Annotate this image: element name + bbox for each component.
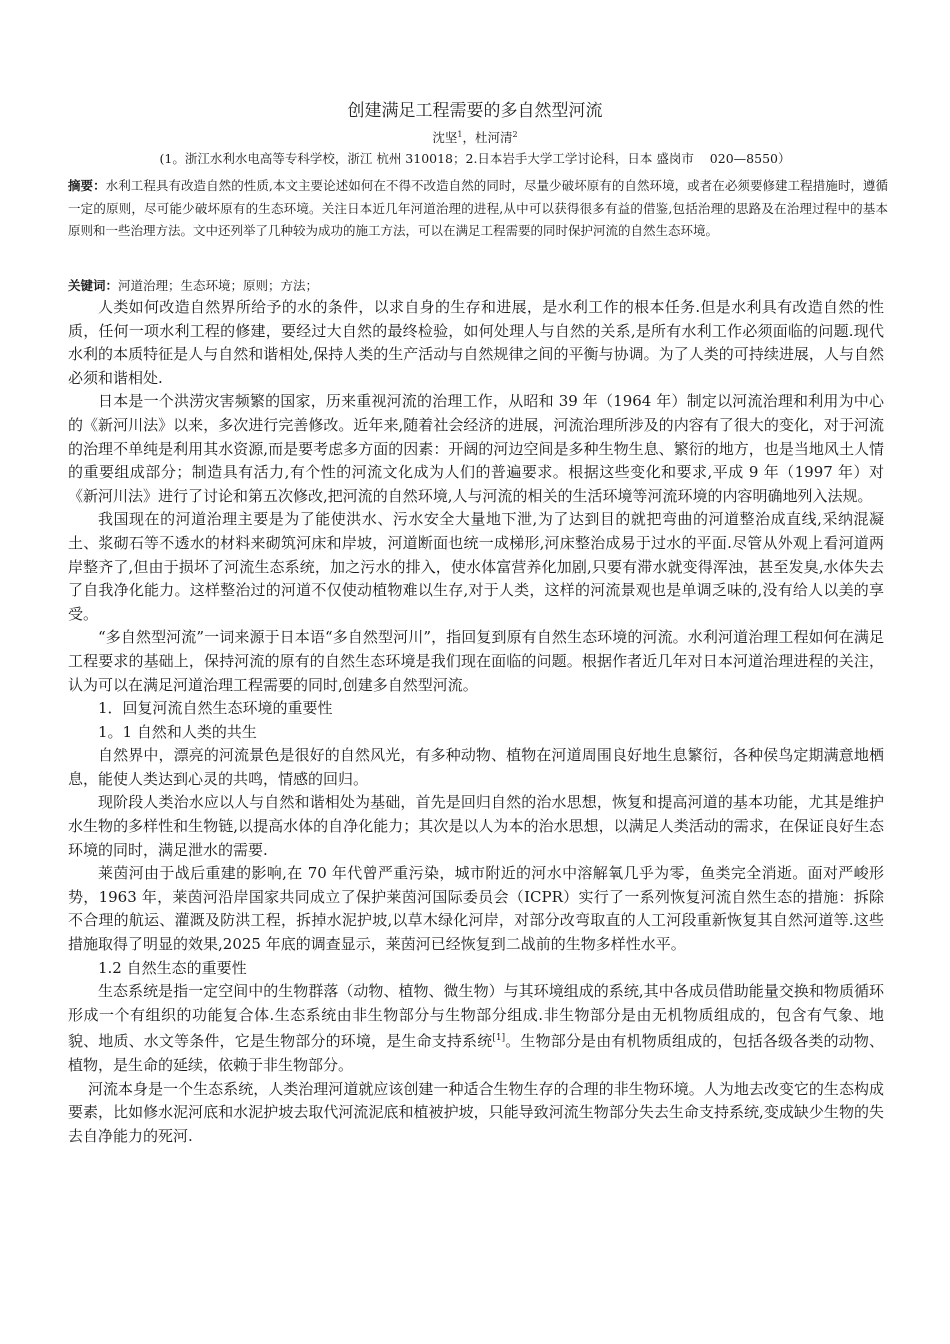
paragraph: 人类如何改造自然界所给予的水的条件，以求自身的生存和进展，是水利工作的根本任务.但是水利具有改造自然的性质，任何一项水利工程的修建，要经过大自然的最终检验，如何处理人与自然的关系,是所有水利工作必须面临的问题.现代水利的本质特征是人与自然和谐相处,保持人类的生产活动与自然规律之间的平衡与协调。为了人类的可持续进展，人与自然必须和谐相处.	[68, 298, 884, 387]
abstract	[68, 175, 888, 243]
abstract-text: 水利工程具有改造自然的性质,本文主要论述如何在不得不改造自然的同时，尽量少破坏原有的自然环境，或者在必须要修建工程措施时，遵循一定的原则，尽可能少破坏原有的生态环境。关注日本近几年河道治理的进程,从中可以获得很多有益的借鉴,包括治理的思路及在治理过程中的基本原则和一些治理方法。文中还列举了几种较为成功的施工方法，可以在满足工程需要的同时保护河流的自然生态环境。	[68, 178, 888, 238]
section-heading: 1．回复河流自然生态环境的重要性	[98, 699, 333, 718]
body-text	[68, 296, 884, 1148]
paragraph: 河流本身是一个生态系统，人类治理河道就应该创建一种适合生物生存的合理的非生物环境。人为地去改变它的生态构成要素，比如修水泥河底和水泥护坡去取代河流泥底和植被护坡，只能导致河流生物部分失去生命支持系统,变成缺少生物的失去自净能力的死河.	[68, 1079, 884, 1145]
citation-ref[interactable]: [1]	[492, 1033, 506, 1044]
author-separator: ，	[462, 130, 475, 145]
affiliation-line: (1。浙江水利水电高等专科学校，浙江 杭州 310018；2.日本岩手大学工学讨论科，日本 盛岗市 020—8550）	[159, 151, 791, 166]
author-affiliation-mark: 2	[512, 130, 518, 139]
keywords	[68, 276, 888, 296]
paragraph: 我国现在的河道治理主要是为了能使洪水、污水安全大量地下泄,为了达到目的就把弯曲的河道整治成直线,采纳混凝土、浆砌石等不透水的材料来砌筑河床和岸坡，河道断面也统一成梯形,河床整治成易于过水的平面.尽管从外观上看河道两岸整齐了,但由于损坏了河流生态系统，加之污水的排入，使水体富营养化加剧,只要有滞水就变得浑浊，甚至发臭,水体失去了自我净化能力。这样整治过的河道不仅使动植物难以生存,对于人类，这样的河流景观也是单调乏味的,没有给人以美的享受。	[68, 510, 884, 623]
author-name: 沈坚	[432, 130, 458, 145]
author-name: 杜河清	[475, 130, 513, 145]
paragraph: 莱茵河由于战后重建的影响,在 70 年代曾严重污染，城市附近的河水中溶解氧几乎为零，鱼类完全消逝。面对严峻形势，1963 年，莱茵河沿岸国家共同成立了保护莱茵河国际委员会（ICPR）实行了一系列恢复河流自然生态的措施：拆除不合理的航运、灌溉及防洪工程，拆掉水泥护坡,以草木绿化河岸，对部分改弯取直的人工河段重新恢复其自然河道等.这些措施取得了明显的效果,2025 年底的调查显示，莱茵河已经恢复到二战前的生物多样性水平。	[68, 864, 884, 954]
author-line	[0, 126, 950, 147]
paragraph-text: 生态系统是指一定空间中的生物群落（动物、植物、微生物）与其环境组成的系统,其中各成员借助能量交换和物质循环形成一个有组织的功能复合体.生态系统由非生物部分与生物部分组成.非生物部分是由无机物质组成的，包含有气象、地貌、地质、水文等条件，它是生物部分的环境，是生命支持系统	[68, 982, 884, 1051]
paragraph-text: 。生物部分是由有机物质组成的，包括各级各类的动物、植物，是生命的延续，依赖于非生物部分。	[68, 1032, 884, 1074]
keywords-text: 河道治理；生态环境；原则；方法；	[118, 278, 319, 293]
subsection-heading: 1。1 自然和人类的共生	[98, 722, 257, 741]
author-affiliation-mark: 1	[457, 130, 463, 139]
keywords-label: 关键词：	[68, 278, 119, 293]
paragraph: 自然界中，漂亮的河流景色是很好的自然风光，有多种动物、植物在河道周围良好地生息繁衍，各种侯鸟定期满意地栖息，能使人类达到心灵的共鸣，情感的回归。	[68, 746, 884, 788]
abstract-label: 摘要：	[68, 178, 106, 193]
paragraph: “多自然型河流”一词来源于日本语“多自然型河川”，指回复到原有自然生态环境的河流。水利河道治理工程如何在满足工程要求的基础上，保持河流的原有的自然生态环境是我们现在面临的问题。根据作者近几年对日本河道治理进程的关注，认为可以在满足河道治理工程需要的同时,创建多自然型河流。	[68, 628, 884, 694]
paragraph	[68, 980, 884, 1077]
paragraph: 日本是一个洪涝灾害频繁的国家，历来重视河流的治理工作，从昭和 39 年（1964 年）制定以河流治理和利用为中心的《新河川法》以来，多次进行完善修改。近年来,随着社会经济的进展，河流治理所涉及的内容有了很大的变化，对于河流的治理不单纯是利用其水资源,而是要考虑多方面的因素：开阔的河边空间是多种生物生息、繁衍的地方，也是当地风土人情的重要组成部分；制造具有活力,有个性的河流文化成为人们的普遍要求。根据这些变化和要求,平成 9 年（1997 年）对《新河川法》进行了讨论和第五次修改,把河流的自然环境,人与河流的相关的生活环境等河流环境的内容明确地列入法规。	[68, 392, 884, 505]
subsection-heading: 1.2 自然生态的重要性	[98, 958, 247, 977]
paper-title: 创建满足工程需要的多自然型河流	[347, 101, 603, 121]
paragraph: 现阶段人类治水应以人与自然和谐相处为基础，首先是回归自然的治水思想，恢复和提高河道的基本功能，尤其是维护水生物的多样性和生物链,以提高水体的自净化能力；其次是以人为本的治水思想，以满足人类活动的需求，在保证良好生态环境的同时，满足泄水的需要.	[68, 793, 884, 859]
